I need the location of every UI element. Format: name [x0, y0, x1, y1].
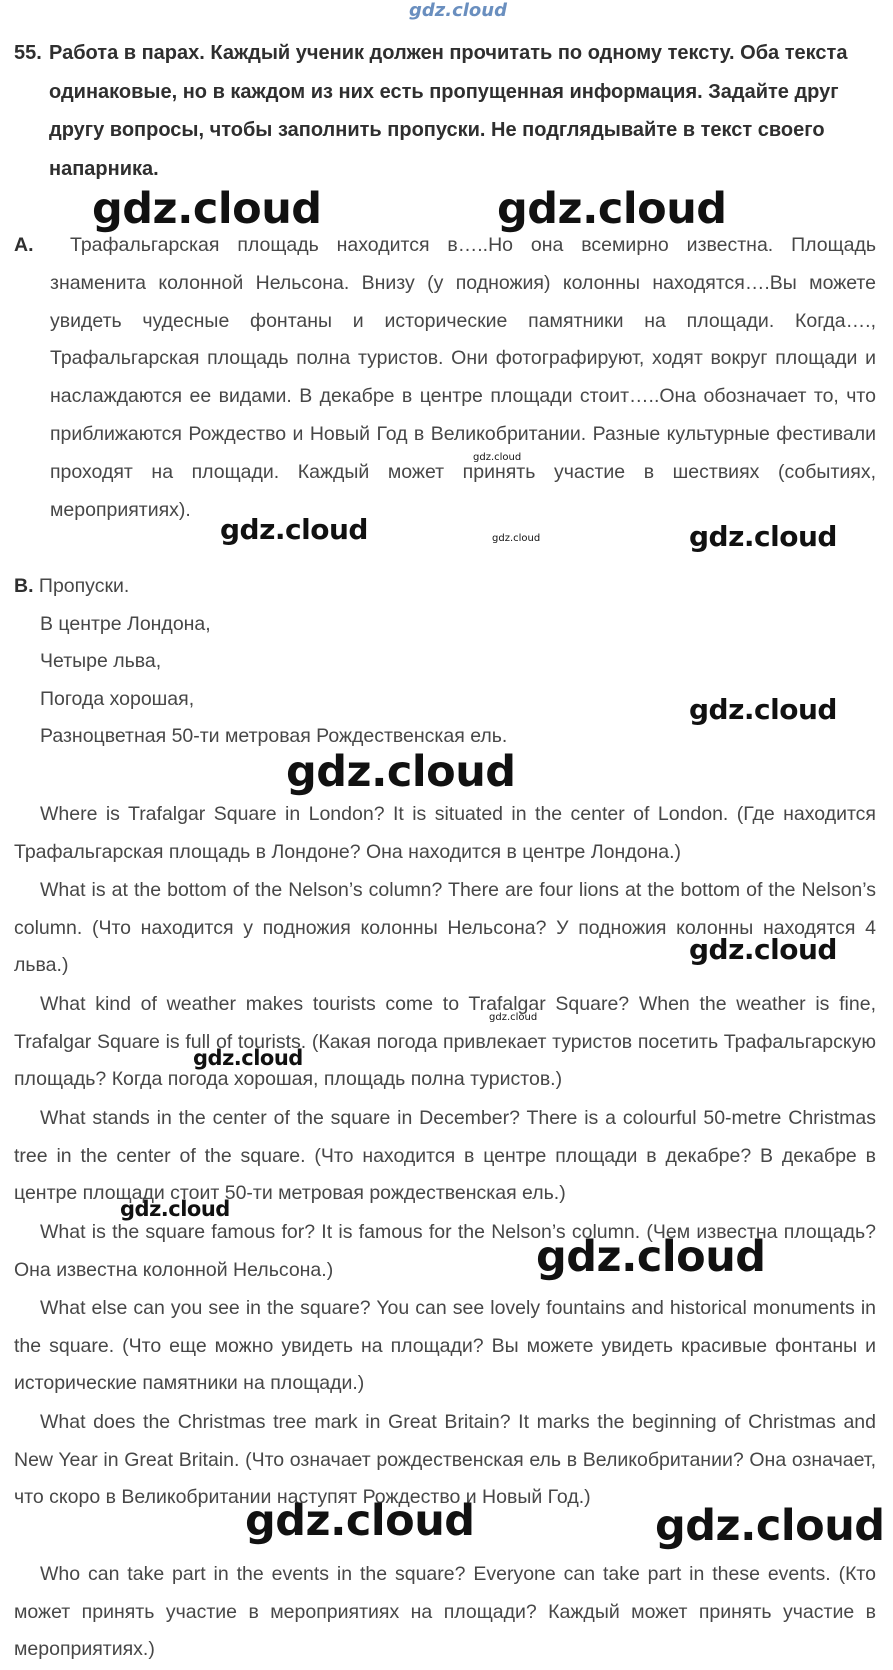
part-b-gaps: [14, 568, 507, 756]
qa-paragraph: Who can take part in the events in the square? Everyone can take part in these events. (Кто может принять участие в мероприятиях на площади? Каждый может принять участие в мероприятиях.): [14, 1563, 876, 1661]
gap-item: Погода хорошая,: [40, 687, 195, 710]
watermark: gdz.cloud: [689, 693, 837, 726]
part-b-label: В.: [14, 575, 34, 597]
qa-paragraph: What else can you see in the square? You can see lovely fountains and historical monuments in the square. (Что еще можно увидеть на площади? Вы можете увидеть красивые фонтаны и исторические памятники на площади.): [14, 1297, 876, 1395]
header-watermark: gdz.cloud: [409, 0, 507, 21]
watermark: gdz.cloud: [220, 513, 368, 546]
task-instruction: [14, 34, 874, 188]
qa-paragraph: What does the Christmas tree mark in Great Britain? It marks the beginning of Christmas and New Year in Great Britain. (Что означает рождественская ель в Великобритании? Она означает, что скоро в Великобритании наступят Рождество и Новый Год.): [14, 1411, 876, 1509]
watermark: gdz.cloud: [473, 452, 522, 463]
watermark: gdz.cloud: [536, 1232, 766, 1282]
part-a-paragraph: [14, 227, 876, 529]
gap-item: Разноцветная 50-ти метровая Рождественская ель.: [40, 725, 508, 747]
watermark: gdz.cloud: [489, 1012, 538, 1023]
watermark: gdz.cloud: [492, 533, 541, 544]
gap-item: Четыре льва,: [40, 650, 162, 672]
watermark: gdz.cloud: [120, 1197, 230, 1221]
watermark: gdz.cloud: [497, 184, 727, 234]
qa-paragraph: What kind of weather makes tourists come to Trafalgar Square? When the weather is fine, Trafalgar Square is full of tourists. (Какая погода привлекает туристов посетить Трафальгарскую площадь? Когда погода хорошая, площадь полна туристов.): [14, 993, 876, 1091]
task-text: Работа в парах. Каждый ученик должен прочитать по одному тексту. Оба текста одинаковые, но в каждом из них есть пропущенная информация. Задайте друг другу вопросы, чтобы заполнить пропуски. Не подглядывайте в текст своего напарника.: [49, 42, 848, 180]
qa-paragraph: What is the square famous for? It is famous for the Nelson’s column. (Чем известна площадь? Она известна колонной Нельсона.): [14, 1221, 876, 1281]
watermark: gdz.cloud: [689, 933, 837, 966]
qa-paragraph: What is at the bottom of the Nelson’s column? There are four lions at the bottom of the Nelson’s column. (Что находится у подножия колонны Нельсона? У подножия колонны находятся 4 льва.): [14, 879, 876, 977]
watermark: gdz.cloud: [655, 1501, 885, 1551]
gap-item: В центре Лондона,: [40, 612, 211, 635]
watermark: gdz.cloud: [286, 747, 516, 797]
watermark: gdz.cloud: [193, 1046, 303, 1070]
part-a-text: Трафальгарская площадь находится в…..Но она всемирно известна. Площадь знаменита колонной Нельсона. Внизу (у подножия) колонны находятся….Вы можете увидеть чудесные фонтаны и исторические памятники на площади. Когда…., Трафальгарская площадь полна туристов. Они фотографируют, ходят вокруг площади и наслаждаются ее видами. В декабре в центре площади стоит…..Она обозначает то, что приближаются Рождество и Новый Год в Великобритании. Разные культурные фестивали проходят на площади. Каждый может принять участие в шествиях (событиях, мероприятиях).: [50, 234, 876, 521]
watermark: gdz.cloud: [92, 184, 322, 234]
watermark: gdz.cloud: [689, 520, 837, 553]
qa-paragraph: Where is Trafalgar Square in London? It is situated in the center of London. (Где находится Трафальгарская площадь в Лондоне? Она находится в центре Лондона.): [14, 803, 876, 863]
watermark: gdz.cloud: [245, 1496, 475, 1546]
part-b-title: Пропуски.: [38, 575, 130, 597]
qa-paragraph: What stands in the center of the square in December? There is a colourful 50-metre Christmas tree in the center of the square. (Что находится в центре площади в декабре? В декабре в центре площади стоит 50-ти метровая рождественская ель.): [14, 1107, 876, 1205]
part-a-label: А.: [14, 234, 34, 256]
task-number: 55.: [14, 42, 42, 64]
